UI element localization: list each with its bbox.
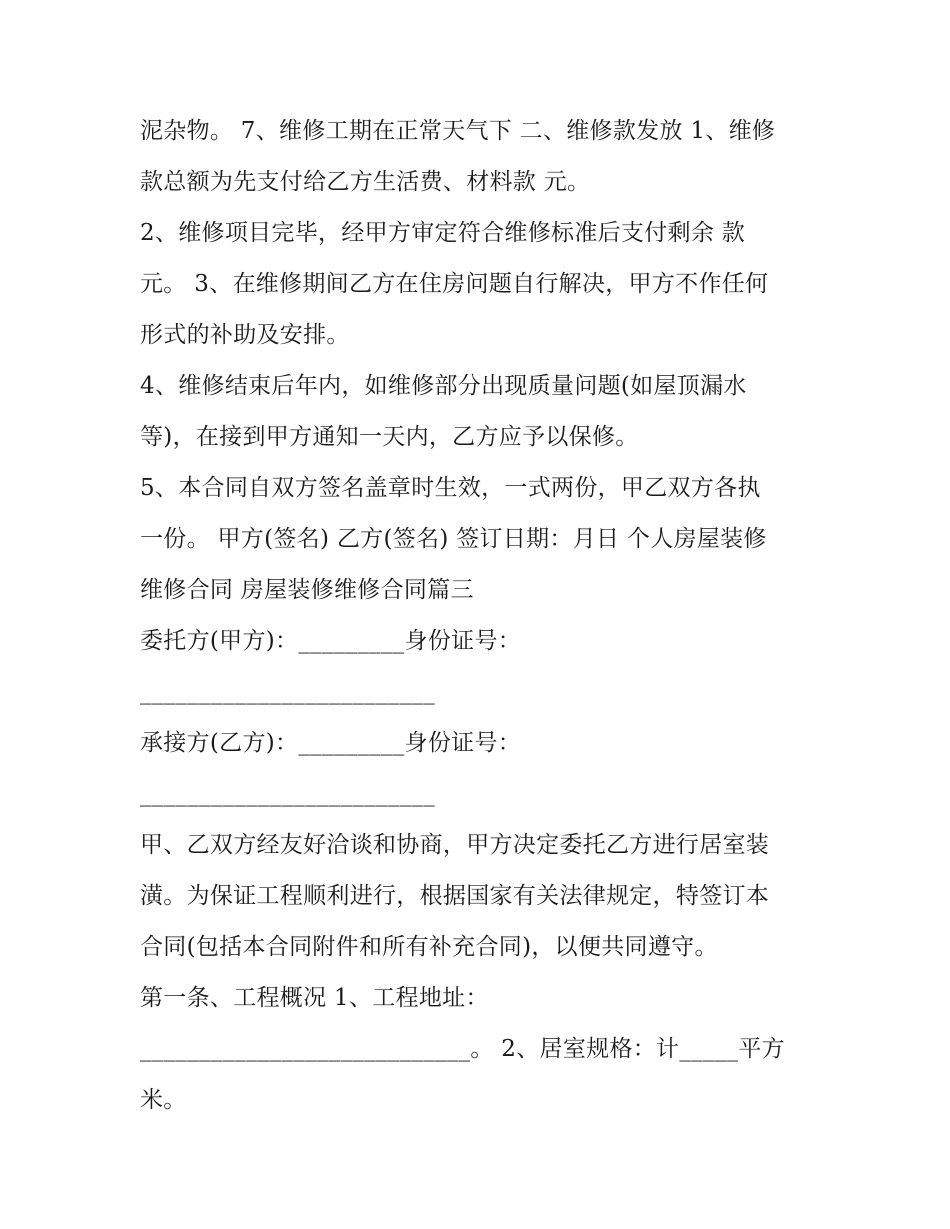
text-line: 4、维修结束后年内，如维修部分出现质量问题(如屋顶漏水 — [140, 373, 747, 399]
text-line: 合同(包括本合同附件和所有补充合同)，以便共同遵守。 — [140, 934, 718, 960]
text-line: 2、维修项目完毕，经甲方审定符合维修标准后支付剩余 款 — [140, 220, 746, 246]
text-line: 5、本合同自双方签名盖章时生效，一式两份，甲乙双方各执 — [140, 475, 761, 501]
text-line: 款总额为先支付给乙方生活费、材料款 元。 — [140, 169, 591, 195]
text-line: 米。 — [140, 1087, 187, 1113]
text-line: ____________________________。 2、居室规格：计_____平方 — [140, 1036, 785, 1062]
text-line: 委托方(甲方)：_________身份证号： — [140, 628, 522, 654]
text-line: 维修合同 房屋装修维修合同篇三 — [140, 577, 474, 603]
text-line: 潢。为保证工程顺利进行，根据国家有关法律规定，特签订本 — [140, 883, 770, 909]
text-line: 甲、乙双方经友好洽谈和协商，甲方决定委托乙方进行居室装 — [140, 832, 770, 858]
signature-blank-line: _________________________ — [140, 679, 435, 705]
text-line: 第一条、工程概况 1、工程地址： — [140, 985, 489, 1011]
text-line: 泥杂物。 7、维修工期在正常天气下 二、维修款发放 1、维修 — [140, 118, 776, 144]
text-line: 元。 3、在维修期间乙方在住房问题自行解决，甲方不作任何 — [140, 271, 769, 297]
text-line: 形式的补助及安排。 — [140, 322, 350, 348]
text-line: 等)，在接到甲方通知一天内，乙方应予以保修。 — [140, 424, 639, 450]
text-line: 承接方(乙方)：_________身份证号： — [140, 730, 522, 756]
signature-blank-line: _________________________ — [140, 781, 435, 807]
text-line: 一份。 甲方(签名) 乙方(签名) 签订日期：月日 个人房屋装修 — [140, 526, 767, 552]
document-body — [140, 106, 830, 1126]
